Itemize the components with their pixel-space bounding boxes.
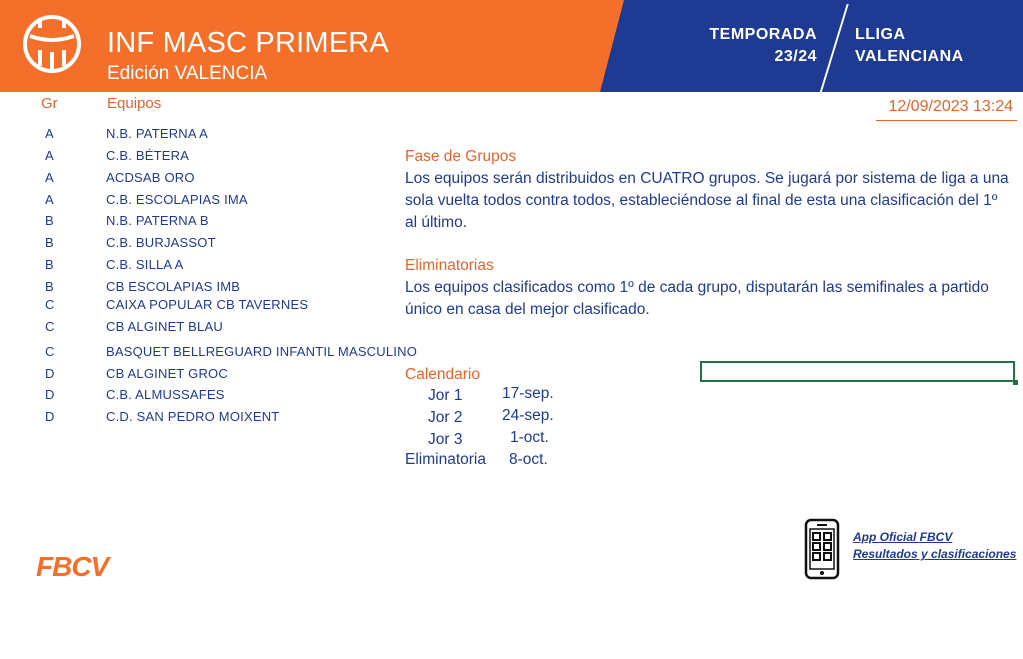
- league-line1: LLIGA: [855, 26, 906, 43]
- basketball-logo-icon: [22, 14, 82, 74]
- team-name: N.B. PATERNA A: [106, 126, 209, 141]
- team-group: B: [45, 235, 54, 250]
- team-group: C: [45, 297, 55, 312]
- team-name: ACDSAB ORO: [106, 170, 195, 185]
- team-group: B: [45, 213, 54, 228]
- page-title: INF MASC PRIMERA: [107, 27, 389, 59]
- cell-fill-handle[interactable]: [1013, 380, 1018, 385]
- column-header-group: Gr: [41, 95, 58, 112]
- team-group: C: [45, 319, 55, 334]
- calendar-round-date: 17-sep.: [502, 385, 554, 402]
- table-row: [0, 344, 520, 362]
- league-line2: VALENCIANA: [855, 48, 964, 65]
- season-block: [709, 24, 817, 68]
- timestamp: 12/09/2023 13:24: [888, 98, 1013, 115]
- mobile-app-icon: [804, 518, 840, 580]
- column-header-teams: Equipos: [107, 95, 162, 112]
- selected-cell[interactable]: [700, 361, 1015, 382]
- table-row: [0, 319, 520, 337]
- team-group: A: [45, 126, 54, 141]
- team-group: A: [45, 170, 54, 185]
- app-link-results[interactable]: Resultados y clasificaciones: [853, 547, 1017, 561]
- team-name: C.B. ESCOLAPIAS IMA: [106, 192, 248, 207]
- team-name: CB ESCOLAPIAS IMB: [106, 279, 241, 294]
- calendar-round-date: 8-oct.: [509, 451, 548, 468]
- team-name: C.B. SILLA A: [106, 257, 184, 272]
- team-name: C.B. ALMUSSAFES: [106, 387, 225, 402]
- team-name: C.D. SAN PEDRO MOIXENT: [106, 409, 280, 424]
- league-block: [855, 24, 964, 68]
- calendar-round-label: Jor 3: [428, 431, 463, 448]
- team-group: D: [45, 409, 55, 424]
- elimination-title: Eliminatorias: [405, 257, 494, 274]
- calendar-title: Calendario: [405, 366, 480, 383]
- app-link-official[interactable]: App Oficial FBCV: [853, 530, 953, 544]
- calendar-round-label: Jor 1: [428, 387, 463, 404]
- elimination-text: Los equipos clasificados como 1º de cada grupo, disputarán las semifinales a partido único en casa del mejor clasificado.: [405, 279, 989, 318]
- team-name: N.B. PATERNA B: [106, 213, 209, 228]
- team-name: BASQUET BELLREGUARD INFANTIL MASCULINO: [106, 344, 418, 359]
- groups-phase-text: Los equipos serán distribuidos en CUATRO grupos. Se jugará por sistema de liga a una sola vuelta todos contra todos, estableciéndose al final de esta una clasificación del 1º al último.: [405, 170, 1009, 231]
- calendar-round-date: 1-oct.: [510, 429, 549, 446]
- team-name: CAIXA POPULAR CB TAVERNES: [106, 297, 309, 312]
- team-group: C: [45, 344, 55, 359]
- team-group: A: [45, 148, 54, 163]
- calendar-round-label: Jor 2: [428, 409, 463, 426]
- fbcv-logo: FBCV: [36, 551, 109, 582]
- calendar-round-label: Eliminatoria: [405, 451, 486, 468]
- timestamp-underline: [876, 120, 1017, 121]
- table-row: [0, 235, 520, 253]
- team-name: C.B. BÉTERA: [106, 148, 190, 163]
- season-label: TEMPORADA: [709, 26, 817, 43]
- team-name: C.B. BURJASSOT: [106, 235, 216, 250]
- table-row: [0, 126, 520, 144]
- page-subtitle: Edición VALENCIA: [107, 63, 268, 84]
- groups-phase-title: Fase de Grupos: [405, 148, 517, 165]
- team-group: D: [45, 366, 55, 381]
- team-name: CB ALGINET GROC: [106, 366, 228, 381]
- team-name: CB ALGINET BLAU: [106, 319, 223, 334]
- calendar-round-date: 24-sep.: [502, 407, 554, 424]
- team-group: A: [45, 192, 54, 207]
- season-value: 23/24: [774, 48, 817, 65]
- team-group: B: [45, 279, 54, 294]
- team-group: D: [45, 387, 55, 402]
- team-group: B: [45, 257, 54, 272]
